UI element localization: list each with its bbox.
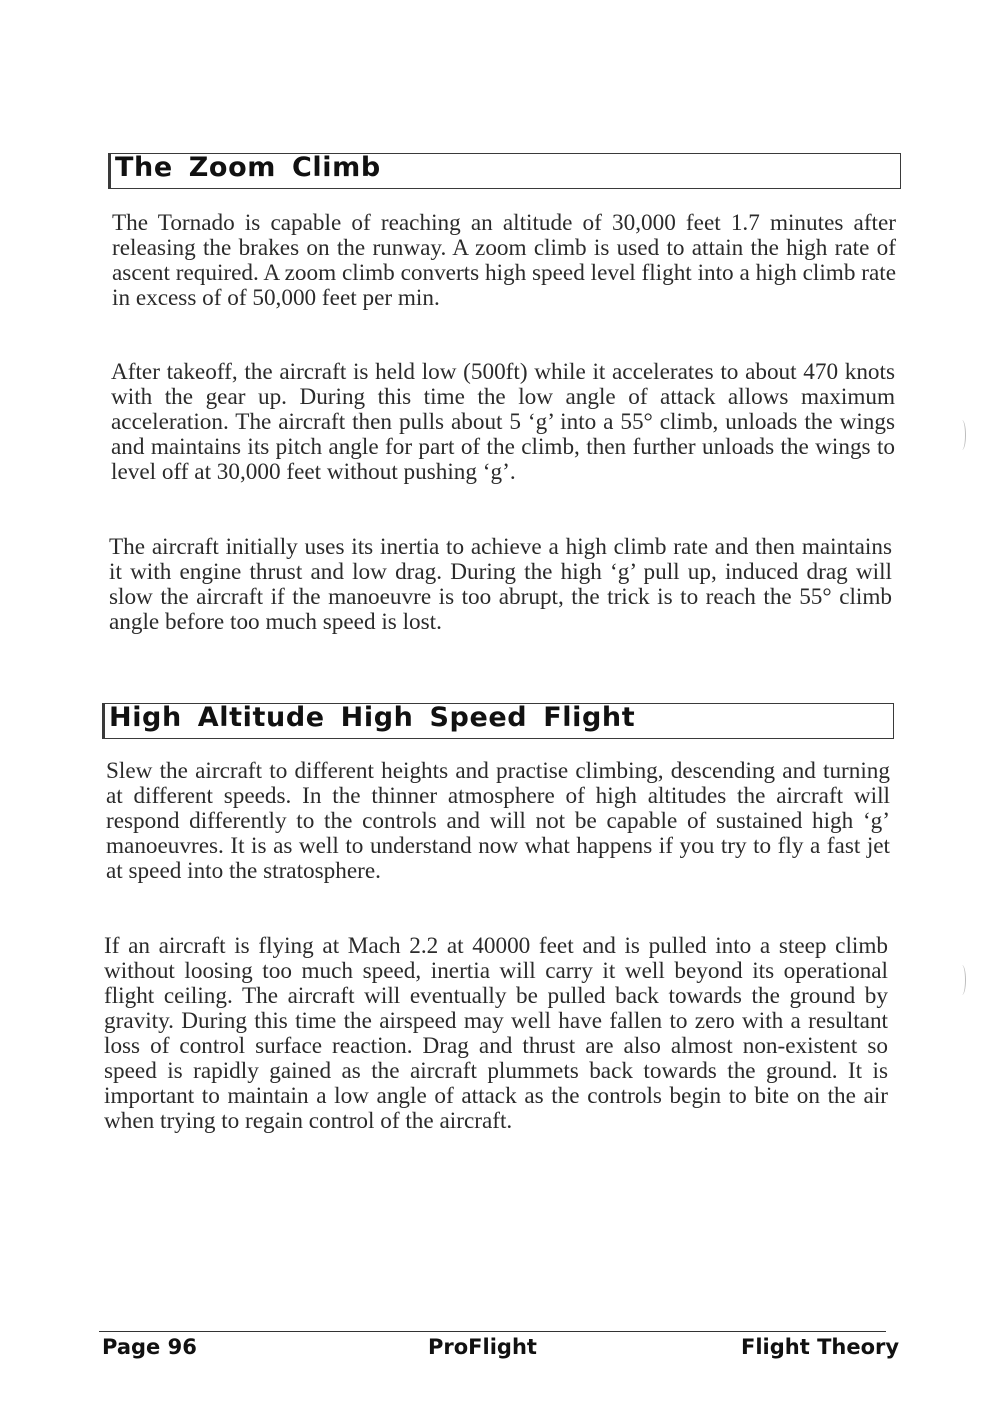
footer-rule	[99, 1331, 886, 1332]
footer-product-name: ProFlight	[428, 1335, 537, 1359]
paragraph: After takeoff, the aircraft is held low (500ft) while it accelerates to about 470 knots with the gear up. During this time the low angle of attack allows maximum acceleration. The aircraft then pulls about 5 ‘g’ into a 55° climb, unloads the wings and maintains its pitch angle for part of the climb, then further unloads the wings to level off at 30,000 feet without pushing ‘g’.	[111, 359, 895, 485]
section-title: High Altitude High Speed Flight	[109, 702, 636, 733]
paragraph: If an aircraft is flying at Mach 2.2 at 40000 feet and is pulled into a steep climb without loosing too much speed, inertia will carry it well beyond its operational flight ceiling. The aircraft will eventually be pulled back towards the ground by gravity. During this time the airspeed may well have fallen to zero with a resultant loss of control surface reaction. Drag and thrust are also almost non-existent so speed is rapidly gained as the aircraft plummets back towards the ground. It is important to maintain a low angle of attack as the controls begin to bite on the air when trying to regain control of the aircraft.	[104, 933, 888, 1134]
section-header-high-altitude	[102, 703, 894, 739]
footer-chapter-title: Flight Theory	[741, 1335, 900, 1359]
paragraph: The Tornado is capable of reaching an altitude of 30,000 feet 1.7 minutes after releasing the brakes on the runway. A zoom climb is used to attain the high rate of ascent required. A zoom climb converts high speed level flight into a high climb rate in excess of of 50,000 feet per min.	[112, 210, 896, 311]
section-title: The Zoom Climb	[115, 152, 381, 183]
footer-page-number: Page 96	[102, 1335, 197, 1359]
paragraph: The aircraft initially uses its inertia to achieve a high climb rate and then maintains it with engine thrust and low drag. During the high ‘g’ pull up, induced drag will slow the aircraft if the manoeuvre is too abrupt, the trick is to reach the 55° climb angle before too much speed is lost.	[109, 534, 892, 635]
binder-hole-mark	[958, 965, 966, 995]
binder-hole-mark	[958, 420, 966, 450]
paragraph: Slew the aircraft to different heights and practise climbing, descending and turning at different speeds. In the thinner atmosphere of high altitudes the aircraft will respond differently to the controls and will not be capable of sustained high ‘g’ manoeuvres. It is as well to understand now what happens if you try to fly a fast jet at speed into the stratosphere.	[106, 758, 890, 884]
section-header-zoom-climb	[108, 153, 901, 189]
